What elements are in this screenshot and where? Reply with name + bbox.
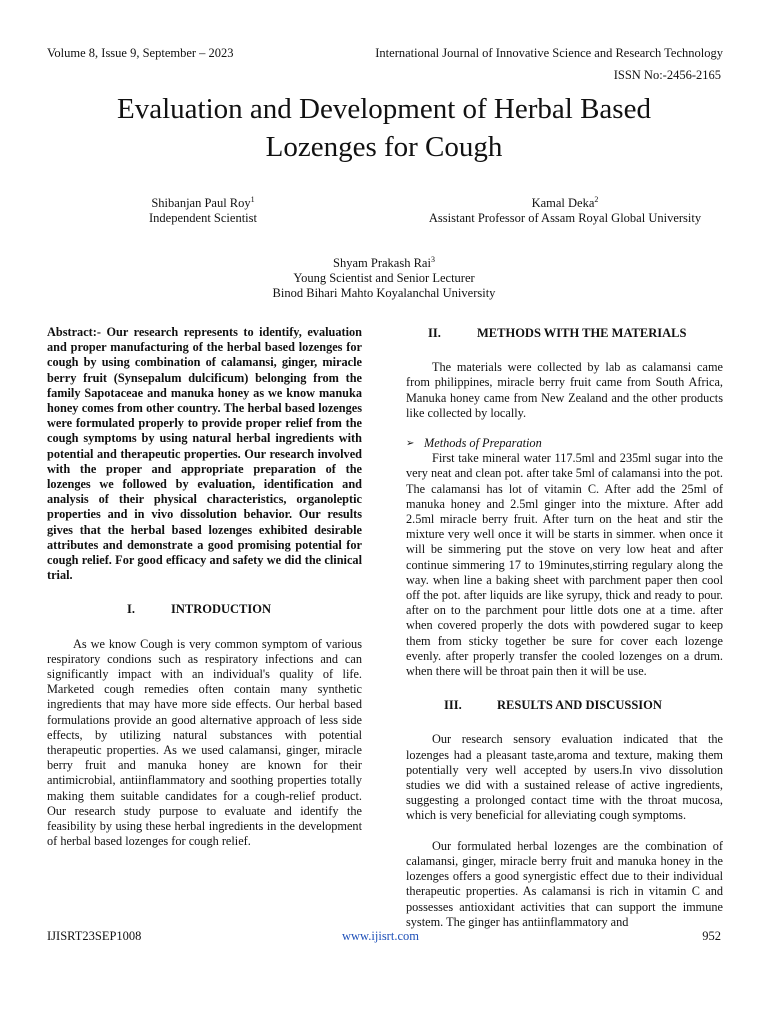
subsection-heading-preparation xyxy=(406,436,723,451)
results-paragraph-2: Our formulated herbal lozenges are the combination of calamansi, ginger, miracle berry fruit and manuka honey in the lozenges offers a good synergistic effect due to their individual therapeutic properties. As calamansi is rich in vitamin C and possesses antioxidant activities that can support the immune system. The ginger has antiinflammatory and xyxy=(406,838,723,929)
subsection-title: Methods of Preparation xyxy=(424,436,542,451)
introduction-paragraph: As we know Cough is very common symptom of various respiratory condions such as respiratory infections and can significantly impact with an individual's quality of life. Marketed cough remedies often contain many synthetic ingredients that may have more side effects. Our herbal based formulations provide an good alternative approach of less side effects, by utilizing natural substances with potential therapeutic properties. As we used calamansi, ginger, miracle berry fruit and manuka honey are known for their antimicrobial, antiinflammatory and soothing properties totally making them suitable candidates for a cough-relief product. Our research study purpose to evaluate and identify the feasibility by using these herbal ingredients in the development of herbal based lozenges for cough relief. xyxy=(47,636,362,849)
author-name: Kamal Deka$^2$ xyxy=(531,195,599,211)
section-number: II. xyxy=(428,326,441,340)
author-name: Shibanjan Paul Roy$^1$ xyxy=(151,195,255,211)
section-title: INTRODUCTION xyxy=(171,602,272,617)
author-affiliation: Assistant Professor of Assam Royal Global University xyxy=(428,211,702,226)
author-affiliation: Young Scientist and Senior Lecturer xyxy=(293,271,475,286)
journal-volume-issue: Volume 8, Issue 9, September – 2023 xyxy=(47,46,234,60)
paper-title-line-1: Evaluation and Development of Herbal Based xyxy=(117,93,651,125)
preparation-paragraph: First take mineral water 117.5ml and 235ml sugar into the very neat and clean pot. after take 5ml of calamansi into the pot. The calamansi has lot of vitamin C. After add the 25ml of manuka honey and 2.5ml ginger into the mixture. After add 2.5ml miracle berry fruit. After turn on the heat and stir the mixture very well once it will be starts in simmer. when once it will be simmering put the stove on very low heat and after continue simmering 17 to 19minutes,stirring regulary along the way. when line a baking sheet with parchment paper then cool off the pot. after liquids are like syrupy, thick and ready to pour. after on to the parchment pour little dots one at a time. after when covered properly the dots with powdered sugar to keep them from sticky together be sure for cover each lozenge evenly. after properly transfer the cooled lozenges on a drum. when there will be throat pain then it will be use. xyxy=(406,451,723,679)
abstract: Abstract:- Our research represents to identify, evaluation and proper manufacturing of the herbal based lozenges for cough by using combination of calamansi, ginger, miracle berry fruit (Synsepalum dulcificum) belonging from the family Sapotaceae and manuka honey as we know manuka honey comes from other country. The herbal based lozenges were formulated properly to provide proper relief from the cough symptoms by using natural herbal ingredients with potential and therapeutic properties. Our research involved with the proper and appropriate preparation of the lozenges we followed by evaluation, identification and analysis of their physical characteristics, organoleptic properties and in vivo dissolution behavior. Our results gives that the herbal based lozenges exhibited desirable attributes and demonstrate a good promising potential for cough relief. For good efficacy and safety we did the clinical trial. xyxy=(47,325,362,583)
author-name: Shyam Prakash Rai$^3$ xyxy=(333,255,435,271)
footer-website-link[interactable]: www.ijisrt.com xyxy=(342,929,419,943)
section-number: I. xyxy=(127,602,135,617)
footer-page-number: 952 xyxy=(702,929,721,943)
paper-title xyxy=(60,90,708,166)
author-affiliation: Independent Scientist xyxy=(149,211,257,226)
author-block-3 xyxy=(234,252,534,301)
section-number: III. xyxy=(444,698,462,713)
results-paragraph-1: Our research sensory evaluation indicated that the lozenges had a pleasant taste,aroma and texture, making them potentially very well accepted by users.In vivo dissolution studies we did with a sustained release of active ingredients, suggesting a prolonged contact time with the throat mucosa, which is very beneficial for alleviating cough symptoms. xyxy=(406,732,723,823)
section-title: RESULTS AND DISCUSSION xyxy=(497,698,662,713)
author-affiliation: Binod Bihari Mahto Koyalanchal University xyxy=(272,286,496,301)
footer-paper-id: IJISRT23SEP1008 xyxy=(47,929,142,943)
journal-name: International Journal of Innovative Science and Research Technology xyxy=(375,46,723,60)
arrow-bullet-icon: ➢ xyxy=(406,438,415,450)
author-block-1 xyxy=(143,192,263,226)
methods-paragraph: The materials were collected by lab as calamansi came from philippines, miracle berry fruit came from South Africa, Manuka honey came from New Zealand and the other products like collected by locally. xyxy=(406,360,723,420)
author-block-2 xyxy=(425,192,705,226)
left-column xyxy=(47,325,362,850)
paper-title-line-2: Lozenges for Cough xyxy=(265,131,503,163)
journal-issn: ISSN No:-2456-2165 xyxy=(613,68,721,82)
right-column xyxy=(406,325,723,930)
section-heading-results xyxy=(406,698,723,713)
section-heading-methods xyxy=(406,326,723,341)
section-title: METHODS WITH THE MATERIALS xyxy=(477,326,687,340)
section-heading-introduction xyxy=(47,602,362,617)
